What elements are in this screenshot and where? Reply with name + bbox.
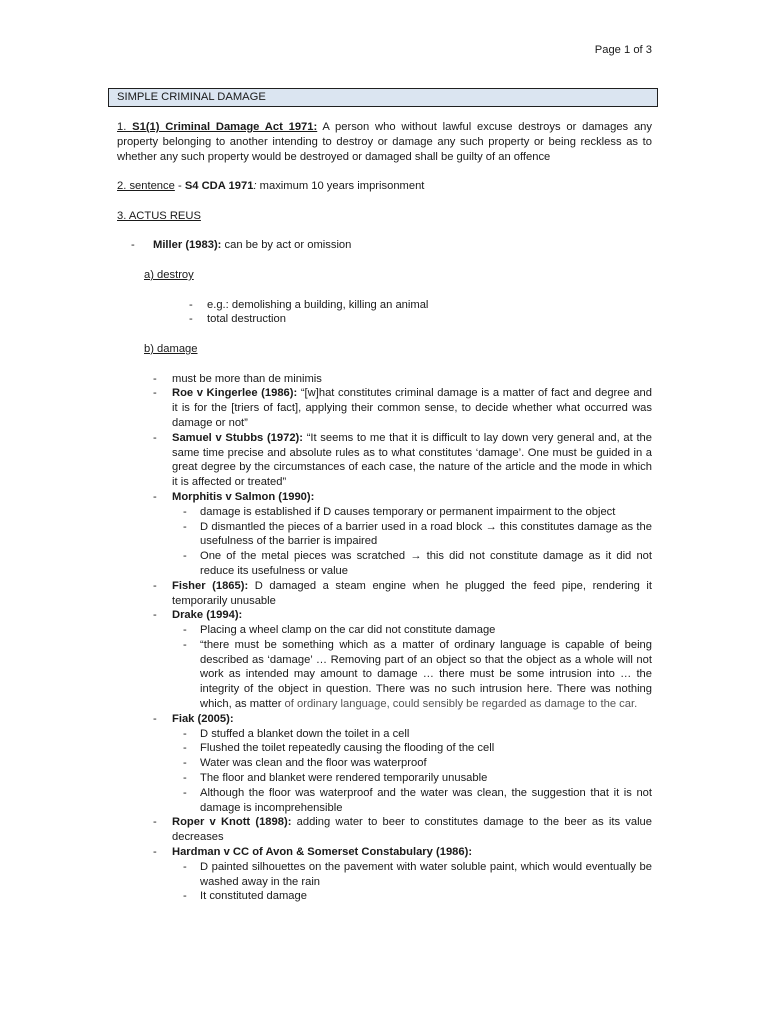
list-item: - It constituted damage [172,889,652,904]
list-item [81,845,652,904]
case-name: Samuel v Stubbs (1972): [172,431,304,444]
section-2-heading: 2. sentence [117,180,175,193]
list-item: - total destruction [171,312,652,327]
nested-list [172,860,652,904]
section-1-number: 1. [117,121,133,133]
case-name: Fiak (2005): [172,712,234,725]
list-item [81,712,652,816]
case-name: Miller (1983): [153,239,222,252]
list-item: - Flushed the toilet repeatedly causing the flooding of the cell [172,741,652,756]
list-item: - “there must be something which as a matter of ordinary language is capable of being described as ‘damage’ … Removing part of an object so that the object as a whole will not work as intended may amount to damage … there must be some intrusion into … the integrity of the object in question. There was no such intrusion here. There was nothing which, as matter of ordinary language, could sensibly be regarded as damage to the car. [172,638,652,712]
list-item: - Placing a wheel clamp on the car did not constitute damage [172,623,652,638]
list-item: - Roper v Knott (1898): adding water to beer to constitutes damage to the beer as its value decreases [81,815,652,845]
section-1 [117,120,652,164]
case-name: Morphitis v Salmon (1990): [172,490,315,503]
subsection-heading: b) damage [144,342,198,355]
list-item: - damage is established if D causes temporary or permanent impairment to the object [172,505,652,520]
section-1-statute: S1(1) Criminal Damage Act 1971: [132,121,318,133]
page-number: Page 1 of 3 [594,44,652,56]
case-name: Roe v Kingerlee (1986): [172,387,298,400]
case-name: Drake (1994): [172,609,243,622]
section-2: 2. sentence - S4 CDA 1971: maximum 10 years imprisonment [117,180,425,193]
list-item [81,608,652,712]
list-item: - e.g.: demolishing a building, killing an animal [171,298,652,313]
nested-list [172,623,652,712]
destroy-list [171,298,652,328]
list-item: - D dismantled the pieces of a barrier used in a road block → this constitutes damage as the usefulness of the barrier is impaired [172,520,652,550]
case-name: Fisher (1865): [172,579,249,592]
list-item: - Water was clean and the floor was waterproof [172,756,652,771]
damage-list [81,372,652,905]
list-item: - Roe v Kingerlee (1986): “[w]hat constitutes criminal damage is a matter of fact and degree and it is for the [triers of fact], applying their common sense, to decide whether what occurred was damage or not” [81,386,652,430]
list-item: - D painted silhouettes on the pavement with water soluble paint, which would eventually be washed away in the rain [172,860,652,890]
list-item [81,490,652,579]
subsection-heading: a) destroy [144,268,194,281]
nested-list [172,505,652,579]
section-2-statute: S4 CDA 1971 [184,180,254,193]
list-item: - Miller (1983): can be by act or omission [117,238,652,253]
actus-reus-list [117,238,652,253]
case-name: Hardman v CC of Avon & Somerset Constabulary (1986): [172,846,473,859]
section-3-heading: 3. ACTUS REUS [117,209,201,222]
list-item: - The floor and blanket were rendered temporarily unusable [172,771,652,786]
list-item: - One of the metal pieces was scratched → this did not constitute damage as it did not reduce its usefulness or value [172,549,652,579]
document-title: SIMPLE CRIMINAL DAMAGE [108,88,658,107]
nested-list [172,727,652,816]
list-item: - must be more than de minimis [81,372,652,387]
list-item: - Samuel v Stubbs (1972): “It seems to me that it is difficult to lay down very general and, at the same time precise and absolute rules as to what constitutes ‘damage’. One must be guided in a great degree by the circumstances of each case, the nature of the article and the mode in which it is affected or treated” [81,431,652,490]
section-2-text: maximum 10 years imprisonment [256,180,425,193]
document-body [117,120,652,904]
subsection-destroy [144,268,652,372]
list-item: - Fisher (1865): D damaged a steam engine when he plugged the feed pipe, rendering it temporarily unusable [81,579,652,609]
list-item: - Although the floor was waterproof and the water was clean, the suggestion that it is not damage is incomprehensible [172,786,652,816]
section-1-text: A person who without lawful excuse destroys or damages any property belonging to another intending to destroy or damage any such property or being reckless as to whether any such property would be destroyed or damaged shall be guilty of an offence [117,121,652,163]
list-item: - D stuffed a blanket down the toilet in a cell [172,727,652,742]
case-name: Roper v Knott (1898): [172,816,292,829]
